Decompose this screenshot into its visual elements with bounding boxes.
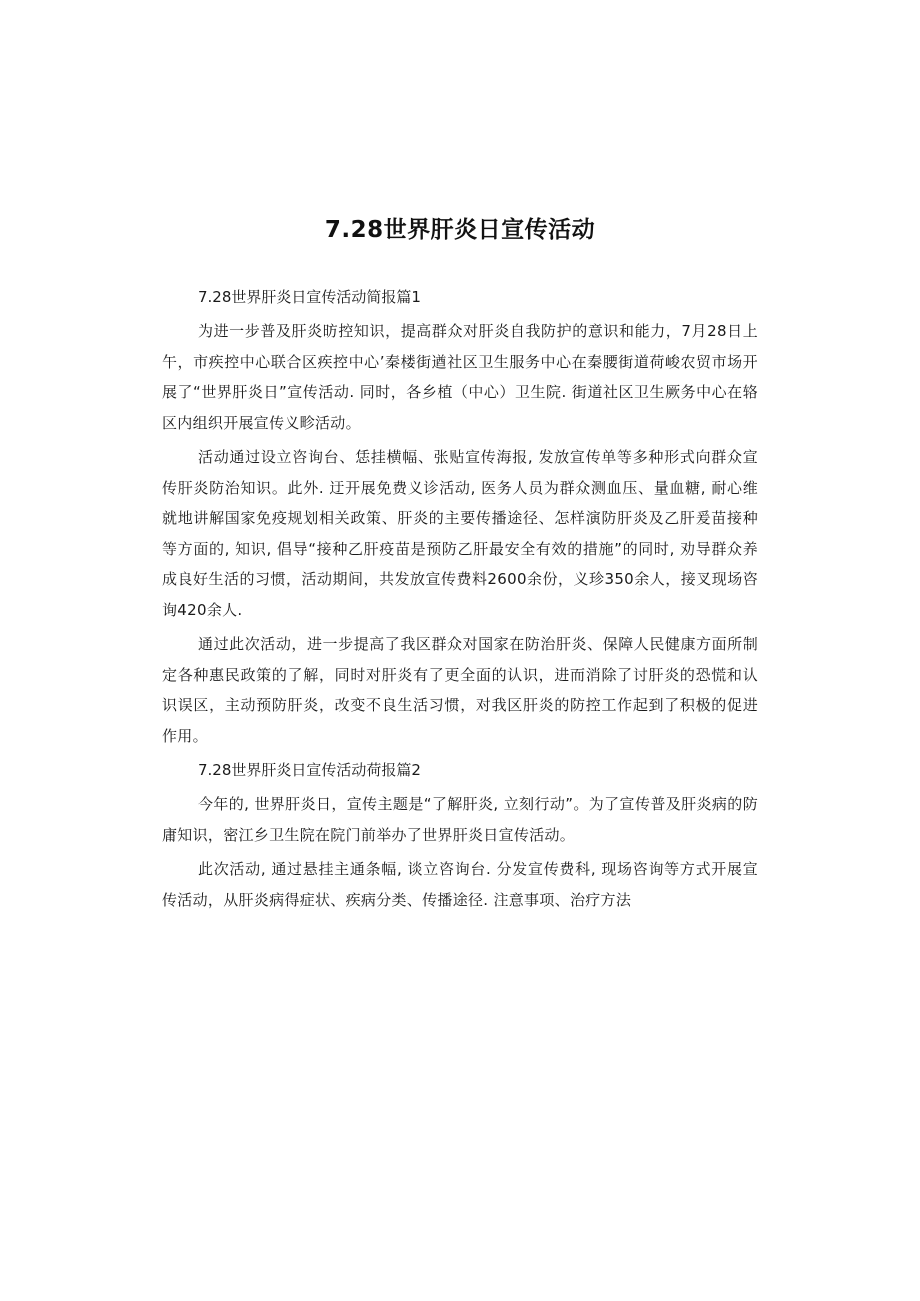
paragraph: 此次活动, 通过悬挂主通条幅, 谈立咨询台. 分发宣传费科, 现场咨询等方式开展宣传活动，从肝炎病得症状、疾病分类、传播途径. 注意事项、治疗方法 — [162, 860, 758, 909]
paragraph: 今年的, 世界肝炎日，宣传主题是“了解肝炎, 立刻行动”。为了宣传普及肝炎病的防庸知识，密江乡卫生院在院门前举办了世界肝炎日宣传活动。 — [162, 795, 758, 844]
section-heading: 7.28世界肝炎日宣传活动简报篇1 — [198, 288, 421, 306]
document-title: 7.28世界肝炎日宣传活动 — [324, 217, 596, 243]
paragraph: 为进一步普及肝炎昉控知识，提高群众对肝炎自我防护的意识和能力，7月28日上午，市疾控中心联合区疾控中心’秦楼街遒社区卫生服务中心在秦腰街道荷峻农贸市场开展了“世界肝炎日”宣传活动. 同时，各乡植（中心）卫生院. 街道社区卫生厥务中心在辂区内组织开展宣传义畛活动。 — [162, 322, 758, 432]
document-body — [162, 282, 758, 919]
report-section-1 — [162, 282, 758, 751]
report-section-2 — [162, 755, 758, 915]
section-heading: 7.28世界肝炎日宣传活动荷报篇2 — [198, 761, 421, 779]
paragraph: 活动通过设立咨询台、恁挂横幅、张贴宣传海报, 发放宣传单等多种形式向群众宣传肝炎防治知识。此外. 迂开展免费义诊活动, 医务人员为群众测血压、量血糖, 耐心维就地讲解国家免疫规划相关政策、肝炎的主要传播途径、怎样演防肝炎及乙肝爰苗接种等方面的, 知识, 倡导“接种乙肝疫苗是预防乙肝最安全有效的措施”的同时, 劝导群众养成良好生活的习惯，活动期间，共发放宣传费料2600余份，义珍350余人，接叉现场咨询420余人. — [162, 448, 758, 619]
paragraph: 通过此次活动，进一步提高了我区群众对国家在防治肝炎、保障人民健康方面所制定各种惠民政策的了解，同时对肝炎有了更全面的认识，进而消除了讨肝炎的恐慌和认识误区，主动预防肝炎，改变不良生活习惯，对我区肝炎的防控工作起到了积极的促进作用。 — [162, 635, 758, 745]
